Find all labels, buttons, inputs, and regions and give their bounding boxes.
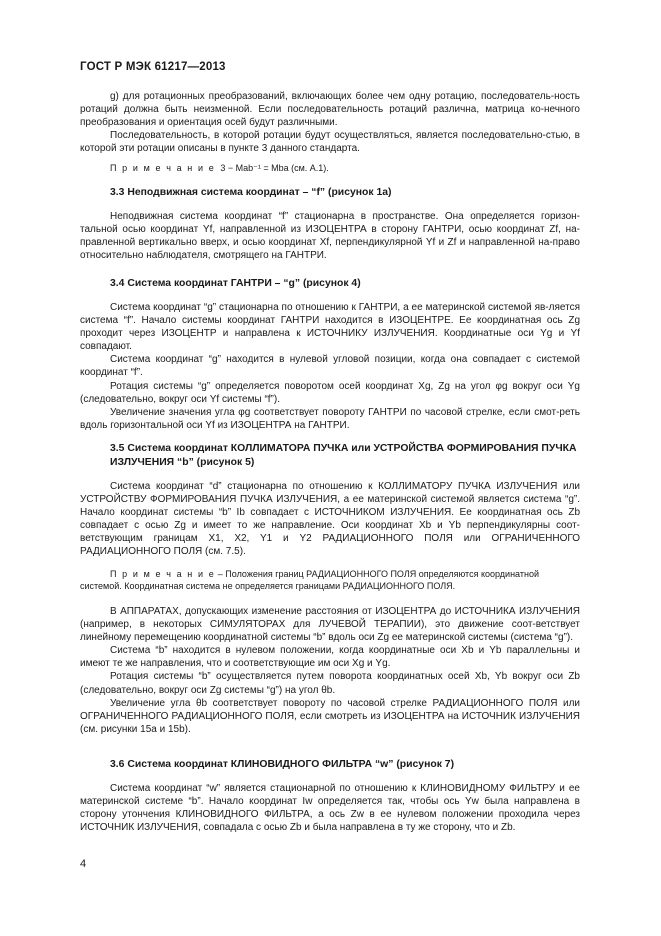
paragraph: Увеличение угла θb соответствует повороту по часовой стрелке РАДИАЦИОННОГО ПОЛЯ или ОГРАНИЧЕННОГО РАДИАЦИОННОГО ПОЛЯ, если смотреть из ИЗОЦЕНТРА на ИСТОЧНИК ИЗЛУЧЕНИЯ (см. рисунки 15a и 15b). xyxy=(80,697,580,735)
section-heading-3-3: 3.3 Неподвижная система координат – “f” (рисунок 1a) xyxy=(110,187,392,198)
paragraph: Система “b” находится в нулевом положении, когда координатные оси Xb и Yb параллельны и имеют те же направления, что и соответствующие им оси Xg и Yg. xyxy=(80,645,580,670)
section-3-5-body-continued xyxy=(80,605,580,736)
paragraph: В АППАРАТАХ, допускающих изменение расстояния от ИЗОЦЕНТРА до ИСТОЧНИКА ИЗЛУЧЕНИЯ (например, в некоторых СИМУЛЯТОРАХ для ЛУЧЕВОЙ ТЕРАПИИ), это движение соот-ветствует линейному перемещению координатной системы “b” вдоль оси Zg ее материнской системы (система “g”). xyxy=(80,606,580,644)
paragraph: Последовательность, в которой ротации будут осуществляться, является последовательно-стью, в которой эти ротации описаны в пункте 3 данного стандарта. xyxy=(80,130,580,155)
paragraph: Система координат “w” является стационарной по отношению к КЛИНОВИДНОМУ ФИЛЬТРУ и ее материнской системе “b”. Начало координат Iw определяется так, чтобы ось Yw была направлена в сторону утончения КЛИНОВИДНОГО ФИЛЬТРА, а ось Zw в ее нулевом положении проходила через ИСТОЧНИК ИЗЛУЧЕНИЯ, совпадала с осью Zb и была направлена в ту же сторону, что и Zb. xyxy=(80,783,580,834)
list-item-g xyxy=(80,90,580,155)
section-heading-3-6: 3.6 Система координат КЛИНОВИДНОГО ФИЛЬТРА “w” (рисунок 7) xyxy=(110,759,455,770)
paragraph: Увеличение значения угла φg соответствует повороту ГАНТРИ по часовой стрелке, если смот-реть вдоль горизонтальной оси Yf из ИЗОЦЕНТРА на ГАНТРИ. xyxy=(80,406,580,431)
section-3-3-body xyxy=(80,210,580,262)
section-heading-3-4: 3.4 Система координат ГАНТРИ – “g” (рисунок 4) xyxy=(110,278,361,289)
paragraph: Система координат “g” стационарна по отношению к ГАНТРИ, а ее материнской системой яв-ляется система “f”. Начало системы координат ГАНТРИ находится в ИЗОЦЕНТРЕ. Ее координатная ось Zg проходит через ИЗОЦЕНТР и направлена к ИСТОЧНИКУ ИЗЛУЧЕНИЯ. Координатные оси Yg и Yf совпадают. xyxy=(80,302,580,353)
paragraph: Система координат “d” стационарна по отношению к КОЛЛИМАТОРУ ПУЧКА ИЗЛУЧЕНИЯ или УСТРОЙСТВУ ФОРМИРОВАНИЯ ПУЧКА ИЗЛУЧЕНИЯ, а ее материнской системой является система “g”. Начало координат системы “b” Ib совпадает с ИСТОЧНИКОМ ИЗЛУЧЕНИЯ. Ее координатная ось Zb совпадает с осью Zg и имеет то же направление. Оси координат Xb и Yb перпендикулярны соот-ветствующим границам X1, X2, Y1 и Y2 РАДИАЦИОННОГО ПОЛЯ или ОГРАНИЧЕННОГО РАДИАЦИОННОГО ПОЛЯ (см. 7.5). xyxy=(80,481,580,558)
paragraph: Неподвижная система координат “f” стационарна в пространстве. Она определяется горизон-тальной осью координат Yf, направленной из ИЗОЦЕНТРА в сторону ГАНТРИ, осью координат Zf, на-правленной вертикально вверх, и осью координат Xf, перпендикулярной Yf и Zf и направленной на-право относительно наблюдателя, смотрящего на ГАНТРИ. xyxy=(80,211,580,262)
section-3-6-body xyxy=(80,782,580,834)
section-heading-3-5: 3.5 Система координат КОЛЛИМАТОРА ПУЧКА или УСТРОЙСТВА ФОРМИРОВАНИЯ ПУЧКА ИЗЛУЧЕНИЯ “b” (рисунок 5) xyxy=(110,443,577,468)
section-3-5-body xyxy=(80,480,580,559)
note-text: – Положения границ РАДИАЦИОННОГО ПОЛЯ определяются координатной системой. Координатная система не определяется границами РАДИАЦИОННОГО ПОЛЯ. xyxy=(80,569,539,591)
paragraph: g) для ротационных преобразований, включающих более чем одну ротацию, последователь-ность ротаций должна быть неизменной. Если последовательность ротаций различна, матрица ко-нечного преобразования и ориентация осей будут различными. xyxy=(80,91,580,129)
note xyxy=(80,162,580,174)
note-text: 3 − Mab⁻¹ = Mba (см. А.1). xyxy=(220,163,329,173)
note-label: П р и м е ч а н и е xyxy=(110,569,216,579)
paragraph: Система координат “g” находится в нулевой угловой позиции, когда она совпадает с системой координат “f”. xyxy=(80,354,580,379)
note-label: П р и м е ч а н и е xyxy=(110,163,216,173)
paragraph: Ротация системы “g” определяется поворотом осей координат Xg, Zg на угол φg вокруг оси Yg (следовательно, вокруг оси Yf системы “f”). xyxy=(80,380,580,405)
note xyxy=(80,568,580,592)
page-number: 4 xyxy=(80,858,87,870)
paragraph: Ротация системы “b” осуществляется путем поворота координатных осей Xb, Yb вокруг оси Zb (следовательно, вокруг оси Zg системы “g”) на угол θb. xyxy=(80,671,580,696)
document-header: ГОСТ Р МЭК 61217—2013 xyxy=(80,61,226,73)
section-3-4-body xyxy=(80,301,580,432)
